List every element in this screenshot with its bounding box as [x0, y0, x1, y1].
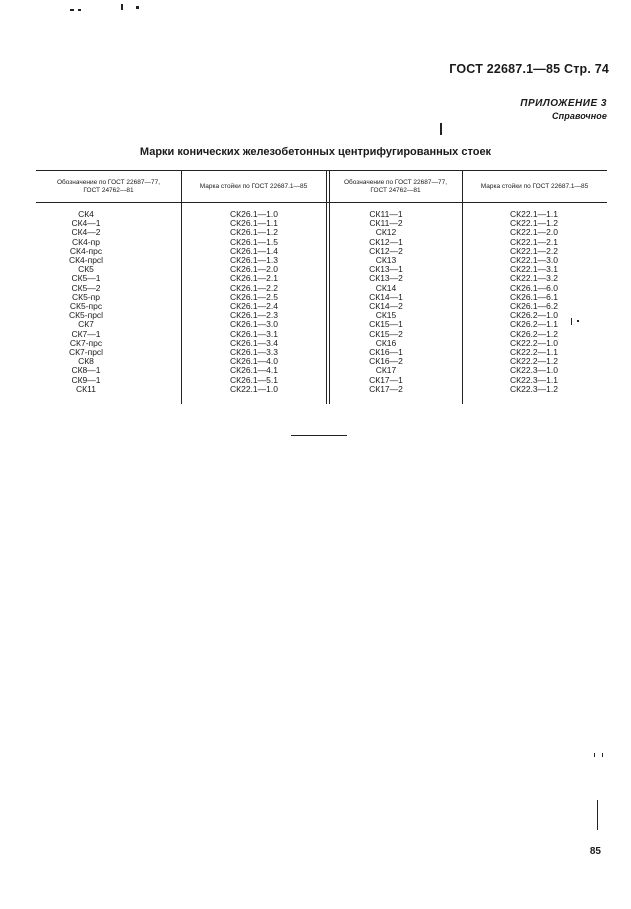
- table-cell: СК17—1: [369, 374, 403, 385]
- table-cell: СК11—1: [369, 209, 403, 219]
- table-cell: СК12: [375, 227, 397, 238]
- table-cell: СК4-прсl: [68, 255, 104, 266]
- table-cell: СК5-пр: [72, 291, 100, 302]
- table-cell: СК5-прсl: [68, 310, 104, 321]
- column-divider: [181, 170, 182, 404]
- table-cell: СК16—1: [369, 347, 403, 358]
- column-designation-right: [356, 210, 416, 394]
- table-cell: СК26.2—1.1: [510, 319, 558, 330]
- table-cell: СК22.3—1.1: [510, 374, 558, 385]
- table-cell: СК5: [78, 264, 94, 275]
- column-divider-double: [326, 170, 327, 404]
- table-cell: СК4—2: [71, 227, 101, 238]
- table-cell: СК15—1: [369, 319, 403, 330]
- table-cell: СК26.1—2.4: [230, 301, 278, 312]
- table-cell: СК16: [375, 337, 397, 348]
- table-cell: СК7-прсl: [68, 347, 104, 358]
- scan-mark: [440, 123, 442, 135]
- table-cell: СК14—2: [369, 301, 403, 312]
- scan-mark: [594, 753, 595, 757]
- table-cell: СК11: [76, 383, 96, 394]
- table-cell: СК26.1—1.3: [230, 255, 278, 266]
- header-line: Марка стойки по ГОСТ 22687.1—85: [199, 183, 308, 190]
- table-cell: СК8: [78, 356, 94, 367]
- table-cell: СК22.1—2.1: [510, 236, 558, 247]
- table-cell: СК26.1—2.0: [230, 264, 278, 275]
- table-cell: СК14: [375, 282, 397, 293]
- table-cell: СК26.1—1.1: [230, 218, 278, 229]
- scan-mark: [602, 753, 603, 757]
- table-cell: СК22.1—1.0: [230, 383, 278, 394]
- table-cell: СК22.1—2.0: [510, 227, 558, 238]
- table-cell: СК14—1: [369, 291, 403, 302]
- table-cell: СК9—1: [71, 374, 101, 385]
- header-line: ГОСТ 24762—81: [83, 187, 134, 194]
- table-cell: СК4—1: [71, 218, 101, 229]
- column-header-mark-left: [181, 174, 326, 200]
- table-cell: СК22.3—1.2: [510, 383, 558, 394]
- column-header-designation-right: [329, 174, 462, 200]
- marks-table: [36, 170, 607, 404]
- table-cell: СК26.1—1.5: [230, 236, 278, 247]
- table-cell: СК22.1—1.1: [510, 209, 558, 219]
- table-cell: СК5-прс: [69, 301, 103, 312]
- table-cell: СК26.2—1.0: [510, 310, 558, 321]
- scan-mark: [78, 9, 81, 11]
- table-cell: СК26.1—2.2: [230, 282, 278, 293]
- table-cell: СК26.1—3.3: [230, 347, 278, 358]
- table-cell: СК7-прс: [69, 337, 103, 348]
- table-header-divider: [36, 202, 607, 203]
- table-cell: СК15: [375, 310, 397, 321]
- scan-mark: [136, 6, 139, 9]
- table-cell: СК26.1—6.0: [510, 282, 558, 293]
- table-cell: СК4-прс: [69, 245, 103, 256]
- column-designation-left: [56, 210, 116, 394]
- table-cell: СК12—2: [369, 245, 403, 256]
- table-cell: СК26.1—6.2: [510, 301, 558, 312]
- column-mark-left: [214, 210, 294, 394]
- table-cell: СК26.1—1.4: [230, 245, 278, 256]
- document-reference: ГОСТ 22687.1—85 Стр. 74: [449, 62, 609, 76]
- table-cell: СК22.1—3.2: [510, 273, 558, 284]
- scan-mark: [70, 9, 74, 11]
- table-cell: СК22.2—1.0: [510, 337, 558, 348]
- table-cell: СК26.1—3.4: [230, 337, 278, 348]
- table-cell: СК22.1—2.2: [510, 245, 558, 256]
- table-cell: СК13—2: [369, 273, 403, 284]
- table-cell: СК16—2: [369, 356, 403, 367]
- table-cell: СК5—2: [71, 282, 101, 293]
- table-cell: СК5—1: [71, 273, 101, 284]
- header-line: ГОСТ 24762—81: [370, 187, 421, 194]
- table-cell: СК11—2: [369, 218, 403, 229]
- table-cell: СК26.1—4.1: [230, 365, 278, 376]
- table-cell: СК26.1—6.1: [510, 291, 558, 302]
- scan-mark: [597, 800, 598, 830]
- table-cell: СК22.2—1.2: [510, 356, 558, 367]
- header-line: Марка стойки по ГОСТ 22687.1—85: [480, 183, 589, 190]
- table-cell: СК26.1—4.0: [230, 356, 278, 367]
- column-header-mark-right: [462, 174, 607, 200]
- table-cell: СК8—1: [71, 365, 101, 376]
- column-divider: [462, 170, 463, 404]
- appendix-label: [520, 98, 607, 122]
- header-line: Обозначение по ГОСТ 22687—77,: [56, 179, 161, 186]
- table-cell: СК26.1—5.1: [230, 374, 278, 385]
- table-cell: СК17: [375, 365, 397, 376]
- column-mark-right: [494, 210, 574, 394]
- table-cell: СК26.1—2.3: [230, 310, 278, 321]
- table-cell: СК17—2: [369, 383, 403, 394]
- table-cell: СК7—1: [71, 328, 101, 339]
- table-cell: СК26.1—2.1: [230, 273, 278, 284]
- table-cell: СК22.1—3.0: [510, 255, 558, 266]
- table-cell: СК13: [375, 255, 397, 266]
- table-cell: СК26.1—3.0: [230, 319, 278, 330]
- table-cell: СК7: [78, 319, 94, 330]
- table-cell: СК4-пр: [72, 236, 100, 247]
- table-cell: СК26.2—1.2: [510, 328, 558, 339]
- table-cell: СК22.1—1.2: [510, 218, 558, 229]
- table-cell: СК26.1—3.1: [230, 328, 278, 339]
- table-cell: СК4: [78, 209, 94, 219]
- header-line: Обозначение по ГОСТ 22687—77,: [343, 179, 448, 186]
- column-divider-double: [329, 170, 330, 404]
- table-cell: СК13—1: [369, 264, 403, 275]
- table-title: Марки конических железобетонных центрифугированных стоек: [139, 146, 492, 158]
- scan-mark: [121, 4, 123, 10]
- table-cell: СК26.1—1.0: [230, 209, 278, 219]
- table-cell: СК22.1—3.1: [510, 264, 558, 275]
- table-cell: СК26.1—2.5: [230, 291, 278, 302]
- page-number: 85: [589, 846, 601, 857]
- appendix-title: ПРИЛОЖЕНИЕ 3: [520, 98, 607, 109]
- table-top-border: [36, 170, 607, 171]
- table-cell: СК12—1: [369, 236, 403, 247]
- table-cell: СК26.1—1.2: [230, 227, 278, 238]
- table-cell: СК22.2—1.1: [510, 347, 558, 358]
- end-rule: [291, 435, 347, 436]
- table-cell: СК22.3—1.0: [510, 365, 558, 376]
- column-header-designation-left: [36, 174, 181, 200]
- table-cell: СК15—2: [369, 328, 403, 339]
- appendix-note: Справочное: [552, 111, 607, 121]
